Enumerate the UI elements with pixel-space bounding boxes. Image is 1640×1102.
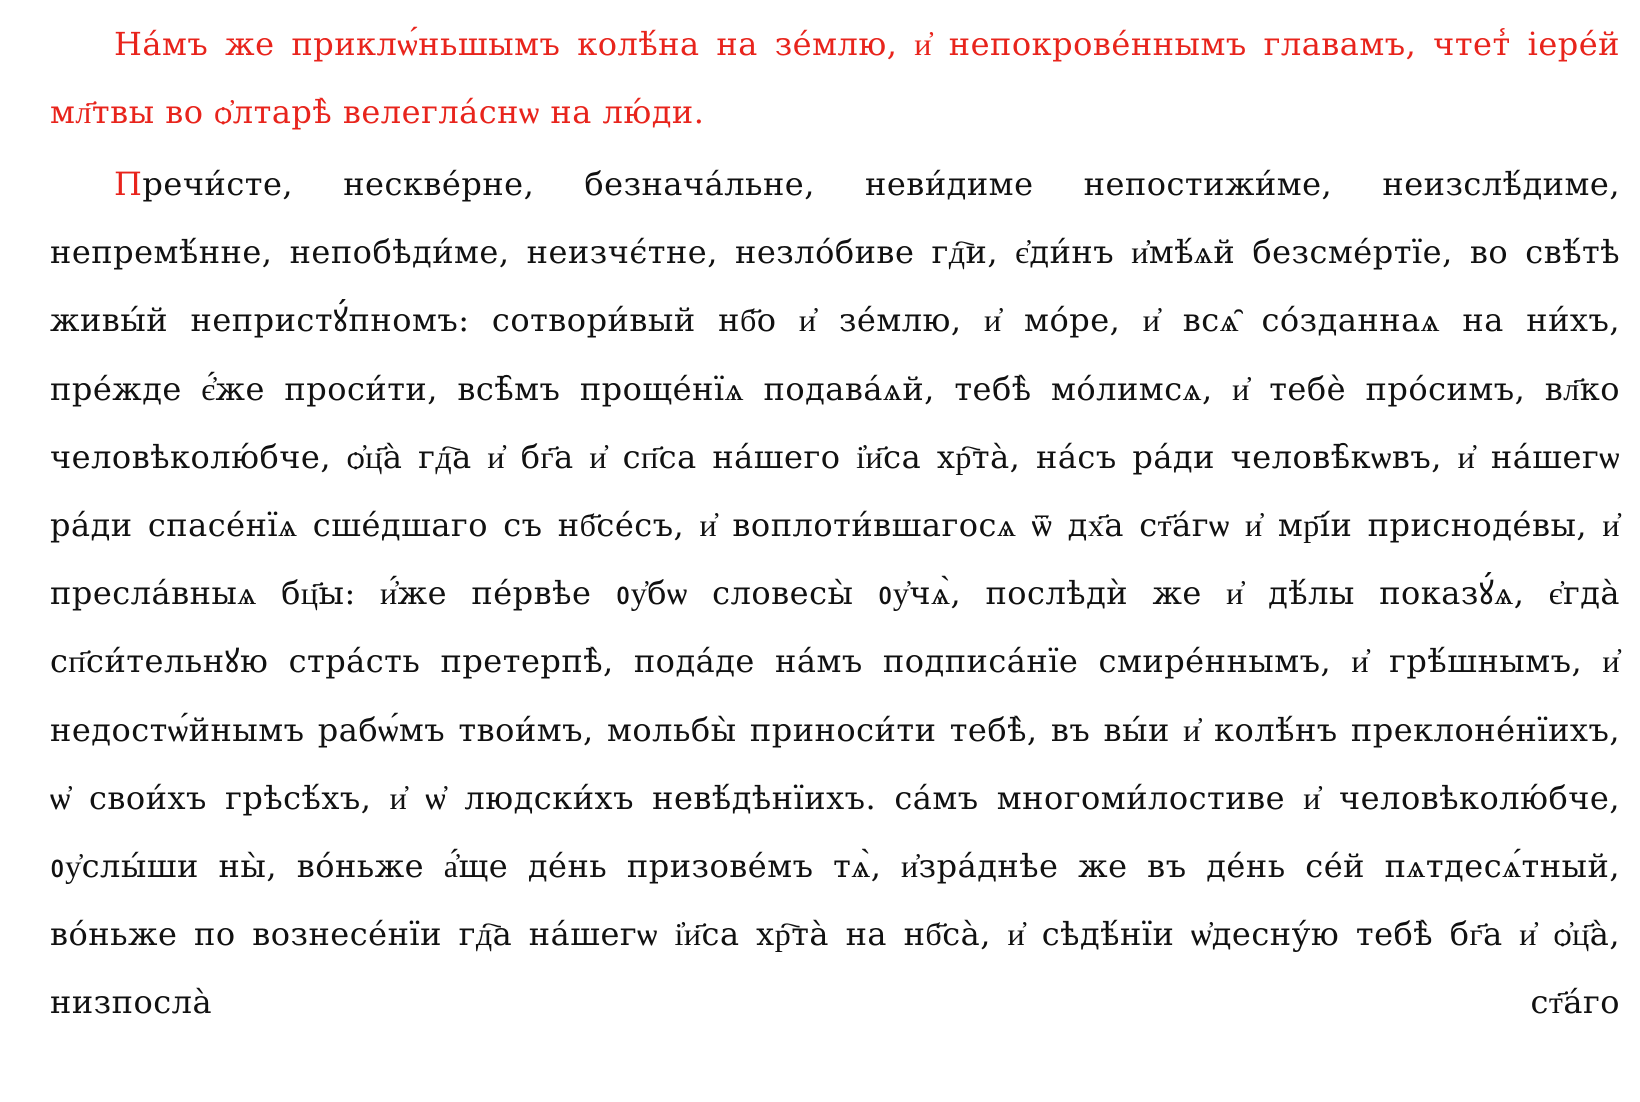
prayer-paragraph xyxy=(50,150,1620,1037)
prayer-text: речи́сте, нескве́рне, безнача́льне, неви́диме непостижи́ме, неизслѣ́диме, непремѣ́нне, непобѣди́ме, неизчє́тне, незло́биве гд҇и, є҆ди́нъ и҆мѣ́ѧй безсме́ртїе, во свѣ́тѣ живы́й непристꙋ́пномъ: сотвори́вый нб҃о и҆ зе́млю, и҆ мо́ре, и҆ всѧ̑ со́зданнаѧ на ни́хъ, пре́жде є҆́же проси́ти, всѣ̑мъ проще́нїѧ подава́ѧй, тебѣ̀ мо́лимсѧ, и҆ тебѐ про́симъ, вл҃ко человѣколю́бче, ѻ҆ц҃а̀ гд҇а и҆ бг҃а и҆ сп҃са на́шего і҆и҃са хр҇та̀, на́съ ра́ди человѣ̑кѡвъ, и҆ на́шегѡ ра́ди спасе́нїѧ сше́дшаго съ нб҃се́съ, и҆ воплоти́вшагосѧ ѿ дх҃а ст҃а́гѡ и҆ мр҃і́и присноде́вы, и҆ пресла́вныѧ бц҃ы: и҆́же пе́рвѣе ᲂу҆бѡ словесы̀ ᲂу҆чѧ̀, послѣдѝ же и҆ дѣ́лы показꙋ́ѧ, є҆гда̀ сп҃си́тельнꙋю стра́сть претерпѣ̀, пода́де на́мъ подписа́нїе смире́ннымъ, и҆ грѣ́шнымъ, и҆ недостѡ́йнымъ рабѡ́мъ твои́мъ, мольбы̀ приноси́ти тебѣ̀, въ вы́и и҆ колѣ́нъ преклоне́нїихъ, ѡ҆ свои́хъ грѣсѣ́хъ, и҆ ѡ҆ людски́хъ невѣ́дѣнїихъ. са́мъ многоми́лостиве и҆ человѣколю́бче, ᲂу҆слы́ши ны̀, во́ньже а҆́ще де́нь призове́мъ тѧ̀, и҆зра́днѣе же въ де́нь се́й пѧтдесѧ́тный, во́ньже по вознесе́нїи гд҇а на́шегѡ і҆и҃са хр҇та̀ на нб҃са̀, и҆ сѣдѣ́нїи ѡ҆десну́ю тебѣ̀ бг҃а и҆ ѻ҆ц҃а̀, низпосла̀ ст҃а́го xyxy=(50,165,1621,1022)
prayer-initial-letter: П xyxy=(114,165,143,203)
rubric-paragraph: На́мъ же приклѡ́ньшымъ колѣ́на на зе́млю, и҆ непокрове́ннымъ главамъ, чтет̾ іере́й мл҃твы во ѻ҆лтарѣ̀ велегла́снѡ на лю́ди. xyxy=(50,25,1620,131)
